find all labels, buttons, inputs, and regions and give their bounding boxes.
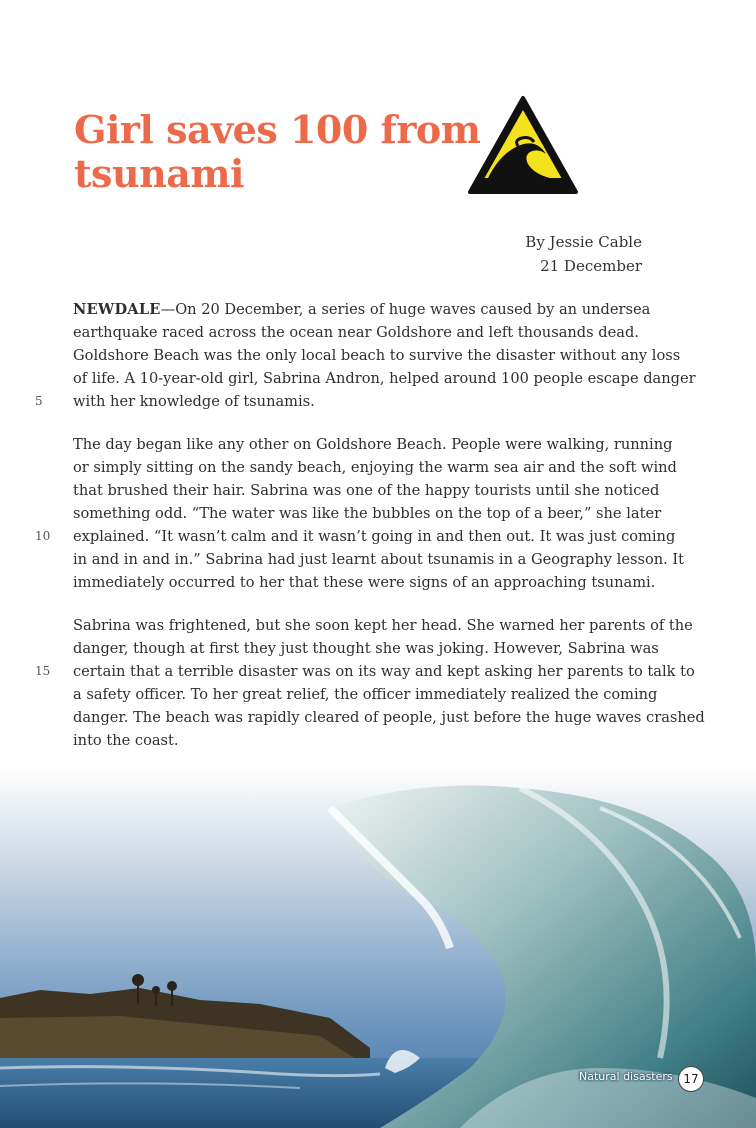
text-line: a safety officer. To her great relief, the officer immediately realized the coming — [73, 686, 658, 703]
byline — [525, 230, 642, 278]
text-line: something odd. “The water was like the bubbles on the top of a beer,” she later — [73, 505, 662, 522]
text-line: Goldshore Beach was the only local beach to survive the disaster without any loss — [73, 347, 681, 364]
text-line: danger. The beach was rapidly cleared of people, just before the huge waves crashed — [73, 709, 705, 726]
line-number: 10 — [35, 529, 51, 543]
text-line: or simply sitting on the sandy beach, enjoying the warm sea air and the soft wind — [73, 459, 677, 476]
text-line — [73, 298, 653, 321]
text-line: in and in and in.” Sabrina had just learnt about tsunamis in a Geography lesson. It — [73, 551, 685, 568]
text-line-content: —On 20 December, a series of huge waves caused by an undersea — [160, 301, 651, 318]
page-number: 17 — [678, 1066, 704, 1092]
byline-date: 21 December — [540, 257, 642, 275]
text-line-content: certain that a terrible disaster was on its way and kept asking her parents to talk to — [73, 663, 695, 680]
text-line-content: with her knowledge of tsunamis. — [73, 393, 315, 410]
title-line-1: Girl saves 100 from — [74, 107, 481, 152]
text-line — [35, 390, 653, 413]
tsunami-warning-sign-icon — [466, 94, 580, 196]
article-title — [74, 108, 494, 196]
paragraph-2 — [35, 433, 685, 594]
byline-author: By Jessie Cable — [525, 233, 642, 251]
text-line: danger, though at first they just thought she was joking. However, Sabrina was — [73, 640, 659, 657]
text-line: Sabrina was frightened, but she soon kept her head. She warned her parents of the — [73, 617, 693, 634]
line-number: 5 — [35, 394, 43, 408]
text-line: earthquake raced across the ocean near Goldshore and left thousands dead. — [73, 324, 639, 341]
text-line: that brushed their hair. Sabrina was one of the happy tourists until she noticed — [73, 482, 660, 499]
title-line-2: tsunami — [74, 151, 244, 196]
line-number: 15 — [35, 664, 51, 678]
text-line: of life. A 10-year-old girl, Sabrina Andron, helped around 100 people escape danger — [73, 370, 696, 387]
dateline: NEWDALE — [73, 301, 161, 318]
text-line-content: explained. “It wasn’t calm and it wasn’t going in and then out. It was just coming — [73, 528, 676, 545]
text-line: immediately occurred to her that these were signs of an approaching tsunami. — [73, 574, 656, 591]
text-line: The day began like any other on Goldshore Beach. People were walking, running — [73, 436, 673, 453]
text-line — [35, 660, 695, 683]
article-body — [35, 298, 705, 772]
text-line: into the coast. — [73, 732, 179, 749]
text-line — [35, 525, 676, 548]
paragraph-3 — [35, 614, 705, 752]
section-label: Natural disasters — [579, 1070, 673, 1083]
paragraph-1 — [35, 298, 696, 413]
